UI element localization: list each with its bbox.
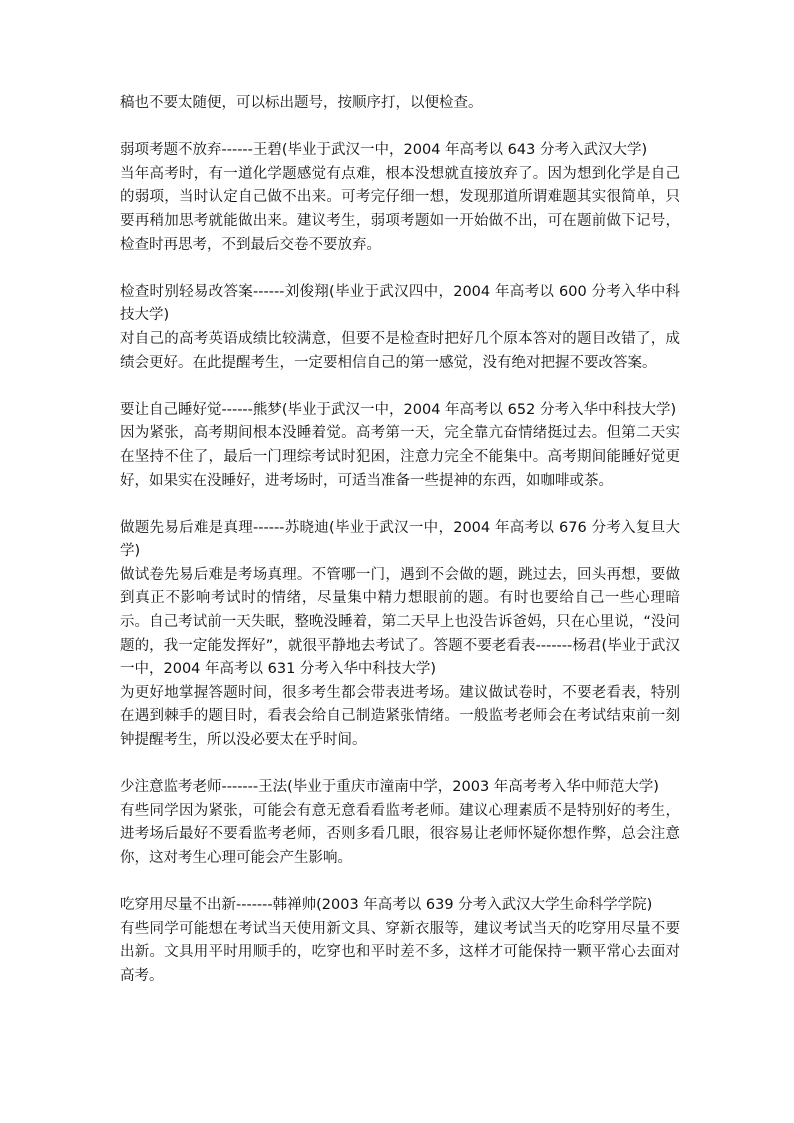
section-body: 有些同学可能想在考试当天使用新文具、穿新衣服等，建议考试当天的吃穿用尽量不要出新。文具用平时用顺手的，吃穿也和平时差不多，这样才可能保持一颗平常心去面对高考。 (120, 920, 680, 984)
section-sleep-well (120, 399, 680, 493)
section-heading: 要让自己睡好觉------熊梦(毕业于武汉一中，2004 年高考以 652 分考入华中科技大学) (120, 401, 677, 418)
section-heading: 少注意监考老师-------王法(毕业于重庆市潼南中学，2003 年高考考入华中师范大学) (120, 779, 659, 796)
paragraph-gap (120, 753, 680, 777)
section-body: 做试卷先易后难是考场真理。不管哪一门，遇到不会做的题，跳过去，回头再想，要做到真正不影响考试时的情绪，尽量集中精力想眼前的题。有时也要给自己一些心理暗示。自己考试前一天失眠，整晚没睡着，第二天早上也没告诉爸妈，只在心里说，“没问题的，我一定能发挥好”，就很平静地去考试了。答题不要老看表-------杨君(毕业于武汉一中，2004 年高考以 631 分考入华中科技大学) (120, 566, 680, 678)
section-heading: 吃穿用尽量不出新-------韩禅帅(2003 年高考以 639 分考入武汉大学生命科学学院) (120, 897, 653, 914)
paragraph-gap (120, 871, 680, 895)
intro-paragraph: 稿也不要太随便，可以标出题号，按顺序打，以便检查。 (120, 95, 483, 111)
section-check-answers (120, 281, 680, 375)
section-weak-subject (120, 139, 680, 257)
section-nothing-new (120, 894, 680, 988)
paragraph-gap (120, 493, 680, 517)
section-heading: 检查时别轻易改答案------刘俊翔(毕业于武汉四中，2004 年高考以 600 分考入华中科技大学) (120, 283, 680, 324)
section-body: 对自己的高考英语成绩比较满意，但要不是检查时把好几个原本答对的题目改错了，成绩会更好。在此提醒考生，一定要相信自己的第一感觉，没有绝对把握不要改答案。 (120, 330, 680, 371)
section-body: 有些同学因为紧张，可能会有意无意看看监考老师。建议心理素质不是特别好的考生，进考场后最好不要看监考老师，否则多看几眼，很容易让老师怀疑你想作弊，总会注意你，这对考生心理可能会产生影响。 (120, 802, 680, 866)
paragraph-gap (120, 375, 680, 399)
paragraph-gap (120, 257, 680, 281)
section-heading: 做题先易后难是真理------苏晓迪(毕业于武汉一中，2004 年高考以 676 分考入复旦大学) (120, 519, 680, 560)
section-body: 因为紧张，高考期间根本没睡着觉。高考第一天，完全靠亢奋情绪挺过去。但第二天实在坚持不住了，最后一门理综考试时犯困，注意力完全不能集中。高考期间能睡好觉更好，如果实在没睡好，进考场时，可适当准备一些提神的东西，如咖啡或茶。 (120, 425, 680, 489)
section-proctor (120, 776, 680, 870)
section-body-continued: 为更好地掌握答题时间，很多考生都会带表进考场。建议做试卷时，不要老看表，特别在遇到棘手的题目时，看表会给自己制造紧张情绪。一般监考老师会在考试结束前一刻钟提醒考生，所以没必要太在乎时间。 (120, 684, 680, 749)
paragraph-gap (120, 116, 680, 140)
document-page (120, 92, 680, 989)
section-easy-first (120, 517, 680, 753)
section-heading: 弱项考题不放弃------王碧(毕业于武汉一中，2004 年高考以 643 分考入武汉大学) (120, 142, 648, 159)
section-body: 当年高考时，有一道化学题感觉有点难，根本没想就直接放弃了。因为想到化学是自己的弱项，当时认定自己做不出来。可考完仔细一想，发现那道所谓难题其实很简单，只要再稍加思考就能做出来。建议考生，弱项考题如一开始做不出，可在题前做下记号，检查时再思考，不到最后交卷不要放弃。 (120, 165, 680, 253)
